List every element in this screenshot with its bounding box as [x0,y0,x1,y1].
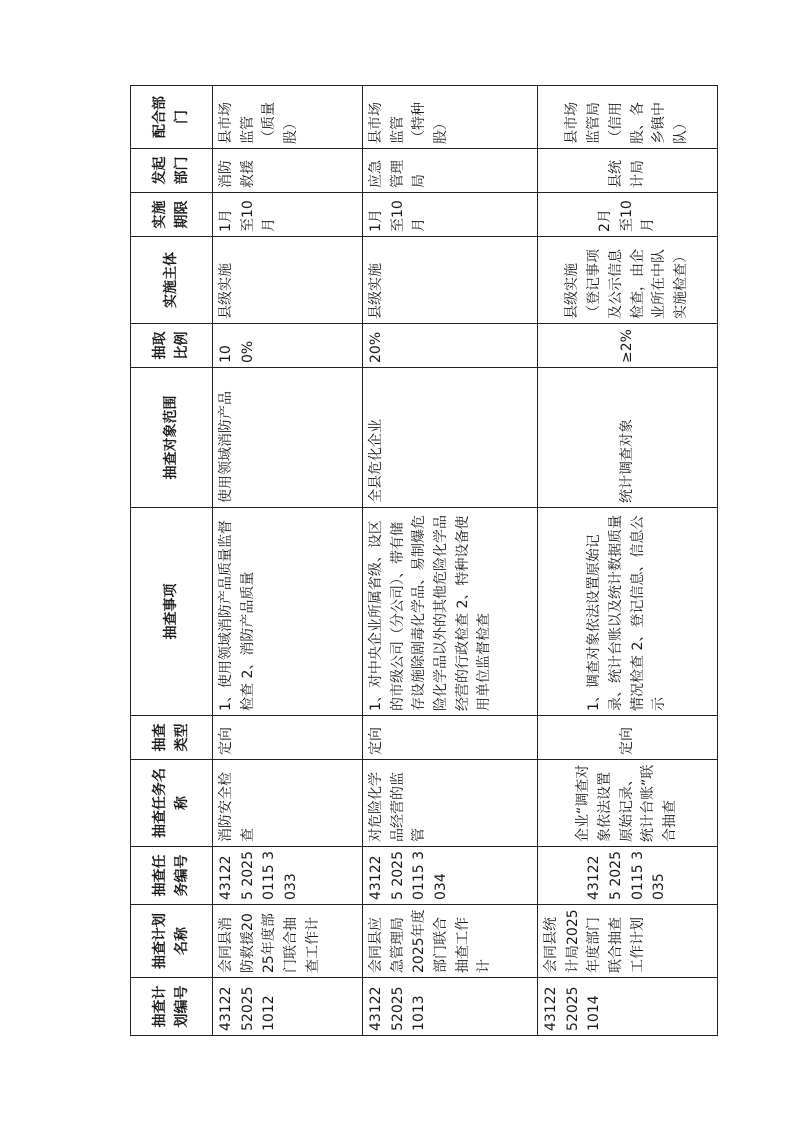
table-row [538,86,718,1036]
header-subject: 实施主体 [131,237,213,324]
cell-items: 1、对中央企业所属省级、设区的市级公司（分公司）、带有储存设施除剧毒化学品、易制爆危险化学品以外的其他危险化学品经营的行政检查 2、特种设备使用单位监督检查 [363,508,538,716]
cell-task-no: 431225 2025 0115 3033 [213,847,363,905]
header-plan-no: 抽查计划编号 [131,978,213,1036]
cell-check-type: 定向 [363,716,538,760]
cell-partner: 县市场监管（质量股） [213,86,363,149]
header-scope: 抽查对象范围 [131,368,213,508]
cell-scope: 使用领域消防产品 [213,368,363,508]
cell-check-type: 定向 [213,716,363,760]
cell-partner: 县市场监管（特种股） [363,86,538,149]
table-row [213,86,363,1036]
cell-task-name: 企业“调查对象依法设置原始记录、统计台账”联合抽查 [538,760,718,847]
cell-plan-no: 4312252025 1012 [213,978,363,1036]
header-period: 实施期限 [131,193,213,237]
cell-task-no: 431225 2025 0115 3035 [538,847,718,905]
cell-period: 1月至10月 [363,193,538,237]
cell-plan-name: 会同县统计局2025年度部门联合抽查工作计划 [538,905,718,978]
header-ratio: 抽取比例 [131,324,213,368]
cell-scope: 全县危化企业 [363,368,538,508]
cell-items: 1、使用领域消防产品质量监督检查 2、消防产品质量 [213,508,363,716]
cell-ratio: 20% [363,324,538,368]
cell-initiator: 应急管理局 [363,149,538,193]
cell-items: 1、调查对象依法设置原始记录、统计台账以及统计数据质量情况检查 2、登记信息、信息公示 [538,508,718,716]
cell-check-type: 定向 [538,716,718,760]
cell-subject: 县级实施（登记事项及公示信息检查，由企业所在中队实施检查） [538,237,718,324]
header-task-name: 抽查任务名称 [131,760,213,847]
cell-task-name: 对危险化学品经营的监管 [363,760,538,847]
cell-period: 1月至10月 [213,193,363,237]
cell-subject: 县级实施 [213,237,363,324]
header-initiator: 发起部门 [131,149,213,193]
cell-plan-no: 4312252025 1014 [538,978,718,1036]
cell-ratio: ≥2% [538,324,718,368]
cell-initiator: 消防救援 [213,149,363,193]
header-check-type: 抽查类型 [131,716,213,760]
cell-plan-no: 4312252025 1013 [363,978,538,1036]
header-items: 抽查事项 [131,508,213,716]
cell-period: 2月至10月 [538,193,718,237]
header-task-no: 抽查任务编号 [131,847,213,905]
cell-partner: 县市场监管局（信用股、各乡镇中队） [538,86,718,149]
cell-task-no: 431225 2025 0115 3034 [363,847,538,905]
cell-task-name: 消防安全检查 [213,760,363,847]
spot-check-table [130,85,718,1036]
cell-subject: 县级实施 [363,237,538,324]
cell-plan-name: 会同县消防救援2025年度部门联合抽查工作计 [213,905,363,978]
cell-scope: 统计调查对象 [538,368,718,508]
rotated-table-wrapper [130,86,717,1036]
header-row [131,86,213,1036]
cell-plan-name: 会同县应急管理局2025年度部门联合抽查工作计 [363,905,538,978]
cell-ratio: 100% [213,324,363,368]
header-partner: 配合部门 [131,86,213,149]
table-row [363,86,538,1036]
header-plan-name: 抽查计划名称 [131,905,213,978]
cell-initiator: 县统计局 [538,149,718,193]
